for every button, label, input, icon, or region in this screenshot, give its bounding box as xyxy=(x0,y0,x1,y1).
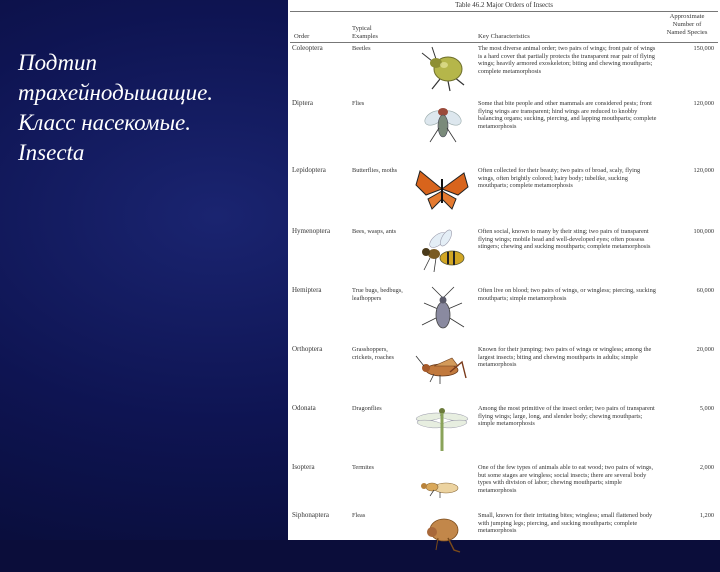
typical-examples: Dragonflies xyxy=(352,405,382,412)
table-row xyxy=(288,287,720,347)
header-approx-line1: Approximate xyxy=(669,13,705,20)
slide-title xyxy=(18,48,280,168)
typical-examples: Beetles xyxy=(352,45,371,52)
title-line-4: Insecta xyxy=(18,140,85,165)
species-count: 100,000 xyxy=(693,228,714,235)
typical-examples: Fleas xyxy=(352,512,366,519)
table-header-rule xyxy=(290,42,718,43)
header-examples-line1: Typical xyxy=(352,25,372,32)
header-order: Order xyxy=(294,33,310,40)
typical-examples: Grasshoppers, crickets, roaches xyxy=(352,346,394,361)
header-approx-line2: Number of xyxy=(672,21,702,28)
species-count: 60,000 xyxy=(696,287,714,294)
order-name: Siphonaptera xyxy=(292,511,329,519)
species-count: 150,000 xyxy=(693,45,714,52)
table-row xyxy=(288,100,720,160)
order-name: Hemiptera xyxy=(292,286,322,294)
key-characteristics: Some that bite people and other mammals are considered pests; front flying wings are transparent; hind wings are reduced to knobby balancing organs; sucking, piercing, and lapping mouthparts; complete metamorphosis xyxy=(478,100,657,130)
grasshopper-icon xyxy=(414,344,470,396)
table-row xyxy=(288,512,720,572)
species-count: 120,000 xyxy=(693,167,714,174)
butterfly-icon xyxy=(414,165,470,217)
table-top-rule xyxy=(290,11,718,12)
order-name: Lepidoptera xyxy=(292,166,326,174)
species-count: 20,000 xyxy=(696,346,714,353)
title-line-2: трахейнодышащие. xyxy=(18,80,214,105)
dragonfly-icon xyxy=(414,403,470,455)
typical-examples: True bugs, bedbugs, leafhoppers xyxy=(352,287,403,302)
flea-icon xyxy=(414,510,470,562)
typical-examples: Flies xyxy=(352,100,365,107)
species-count: 1,200 xyxy=(699,512,714,519)
termite-icon xyxy=(414,462,470,514)
header-approx xyxy=(658,13,716,37)
header-key: Key Characteristics xyxy=(478,33,530,40)
insect-orders-table xyxy=(288,0,720,540)
key-characteristics: Among the most primitive of the insect order; two pairs of transparent flying wings; large, long, and slender body; chewing mouthparts; simple metamorphosis xyxy=(478,405,655,428)
title-line-1: Подтип xyxy=(18,50,98,75)
key-characteristics: One of the few types of animals able to eat wood; two pairs of wings, but some stages are wingless; social insects; there are several body types with division of labor; chewing mouthparts; simple metamorphosis xyxy=(478,464,654,494)
order-name: Orthoptera xyxy=(292,345,323,353)
key-characteristics: Often live on blood; two pairs of wings, or wingless; piercing, sucking mouthparts; simple metamorphosis xyxy=(478,287,656,302)
true-bug-icon xyxy=(414,285,470,337)
beetle-icon xyxy=(414,43,470,95)
order-name: Coleoptera xyxy=(292,44,323,52)
table-row xyxy=(288,167,720,227)
header-approx-line3: Named Species xyxy=(666,29,708,36)
table-row xyxy=(288,228,720,288)
order-name: Hymenoptera xyxy=(292,227,331,235)
table-row xyxy=(288,346,720,406)
table-row xyxy=(288,405,720,465)
key-characteristics: Often collected for their beauty; two pairs of broad, scaly, flying wings, often brightly colored; hairy body; tubelike, sucking mouthparts; complete metamorphosis xyxy=(478,167,641,190)
key-characteristics: Known for their jumping; two pairs of wings or wingless; among the largest insects; biting and chewing mouthparts in adults; simple metamorphosis xyxy=(478,346,652,369)
table-caption: Table 46.2 Major Orders of Insects xyxy=(455,1,553,9)
fly-icon xyxy=(414,98,470,150)
key-characteristics: Often social, known to many by their sting; two pairs of transparent flying wings; mobile head and well-developed eyes; often possess stingers; chewing and sucking mouthparts; complete metamorphosis xyxy=(478,228,651,251)
species-count: 120,000 xyxy=(693,100,714,107)
typical-examples: Butterflies, moths xyxy=(352,167,398,174)
key-characteristics: The most diverse animal order; two pairs of wings; front pair of wings is a hard cover that partially protects the transparent rear pair of flying wings; heavily armored exoskeleton; biting and chewing mouthparts; complete metamorphosis xyxy=(478,45,656,75)
header-examples-line2: Examples xyxy=(352,33,379,40)
bee-icon xyxy=(414,226,470,278)
species-count: 2,000 xyxy=(699,464,714,471)
title-line-3: Класс насекомые. xyxy=(18,110,191,135)
species-count: 5,000 xyxy=(699,405,714,412)
key-characteristics: Small, known for their irritating bites; wingless; small flattened body with jumping legs; piercing, and sucking mouthparts; complete metamorphosis xyxy=(478,512,653,535)
header-examples xyxy=(352,25,378,41)
order-name: Odonata xyxy=(292,404,316,412)
typical-examples: Termites xyxy=(352,464,374,471)
typical-examples: Bees, wasps, ants xyxy=(352,228,397,235)
table-row xyxy=(288,45,720,105)
order-name: Diptera xyxy=(292,99,313,107)
order-name: Isoptera xyxy=(292,463,315,471)
